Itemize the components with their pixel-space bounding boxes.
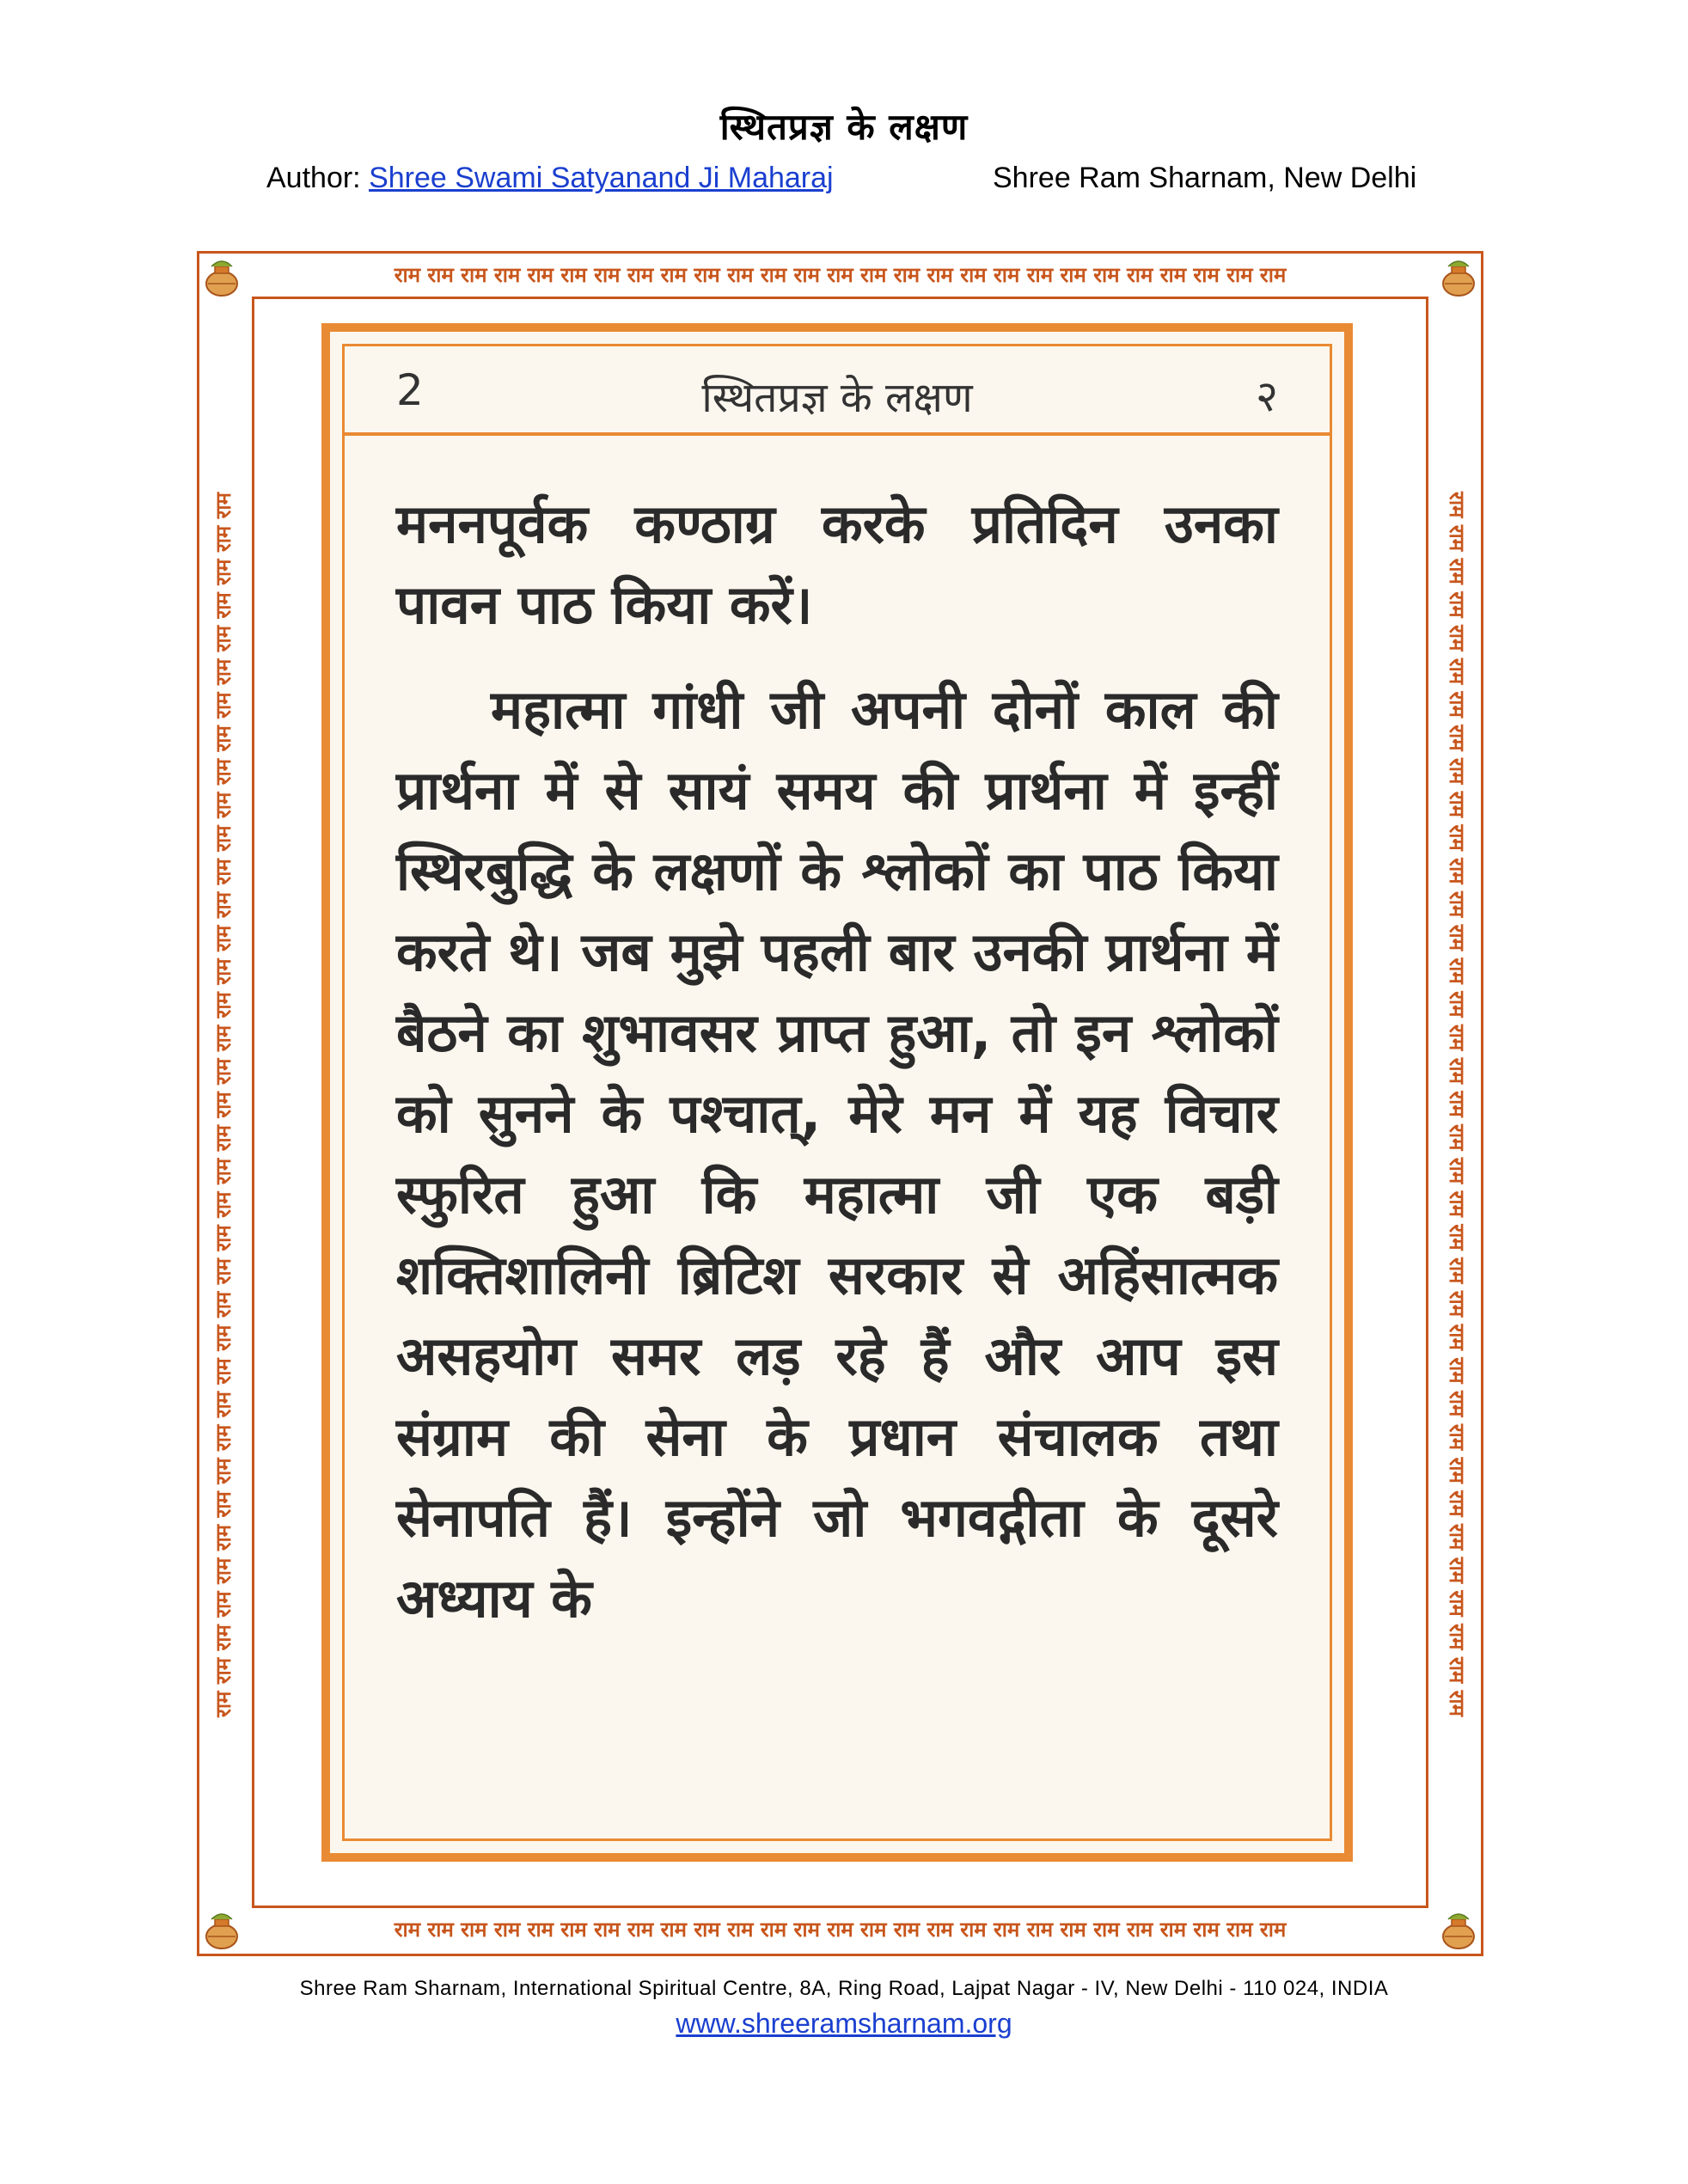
book-page-inner-border — [342, 344, 1332, 1841]
border-ram-left: राम राम राम राम राम राम राम राम राम राम राम राम राम राम राम राम राम राम राम राम राम राम राम राम राम राम राम राम राम राम राम राम राम राम राम राम राम — [211, 492, 235, 1717]
footer-website — [0, 2008, 1688, 2040]
author-prefix: Author: — [266, 162, 370, 194]
border-ram-top: राम राम राम राम राम राम राम राम राम राम राम राम राम राम राम राम राम राम राम राम राम राम राम राम राम राम राम — [394, 263, 1287, 287]
kalash-icon — [199, 254, 244, 299]
book-page-header — [345, 346, 1330, 436]
paragraph-1: मननपूर्वक कण्ठाग्र करके प्रतिदिन उनका पावन पाठ किया करें। — [396, 492, 1278, 636]
website-link[interactable]: www.shreeramsharnam.org — [676, 2008, 1012, 2039]
kalash-icon — [1436, 1907, 1481, 1952]
scanned-book-page — [321, 323, 1353, 1862]
page-number-arabic: 2 — [396, 365, 424, 415]
paragraph-2: महात्मा गांधी जी अपनी दोनों काल की प्रार्थना में से सायं समय की प्रार्थना में इन्हीं स्थिरबुद्धि के लक्षणों के श्लोकों का पाठ किया करते थे। जब मुझे पहली बार उनकी प्रार्थना में बैठने का शुभावसर प्राप्त हुआ, तो इन श्लोकों को सुनने के पश्चात्, मेरे मन में यह विचार स्फुरित हुआ कि महात्मा जी एक बड़ी शक्तिशालिनी ब्रिटिश सरकार से अहिंसात्मक असहयोग समर लड़ रहे हैं और आप इस संग्राम की सेना के प्रधान संचालक तथा सेनापति हैं। इन्होंने जो भगवद्गीता के दूसरे अध्याय के — [396, 678, 1278, 1630]
kalash-icon — [199, 1907, 244, 1952]
author-link[interactable]: Shree Swami Satyanand Ji Maharaj — [369, 162, 834, 194]
border-ram-bottom: राम राम राम राम राम राम राम राम राम राम राम राम राम राम राम राम राम राम राम राम राम राम राम राम राम राम राम — [394, 1918, 1287, 1942]
page-number-devanagari: २ — [1256, 371, 1278, 421]
kalash-icon — [1436, 254, 1481, 299]
border-ram-right: राम राम राम राम राम राम राम राम राम राम राम राम राम राम राम राम राम राम राम राम राम राम राम राम राम राम राम राम राम राम राम राम राम राम राम राम राम — [1445, 492, 1469, 1717]
organization-label: Shree Ram Sharnam, New Delhi — [993, 162, 1417, 194]
book-page-heading: स्थितप्रज्ञ के लक्षण — [701, 374, 973, 422]
author-line — [266, 162, 834, 195]
book-page-body — [396, 484, 1278, 1663]
footer-address: Shree Ram Sharnam, International Spiritual Centre, 8A, Ring Road, Lajpat Nagar - IV, New Delhi - 110 024, INDIA — [299, 1977, 1389, 2000]
document-title: स्थितप्रज्ञ के लक्षण — [719, 106, 969, 148]
